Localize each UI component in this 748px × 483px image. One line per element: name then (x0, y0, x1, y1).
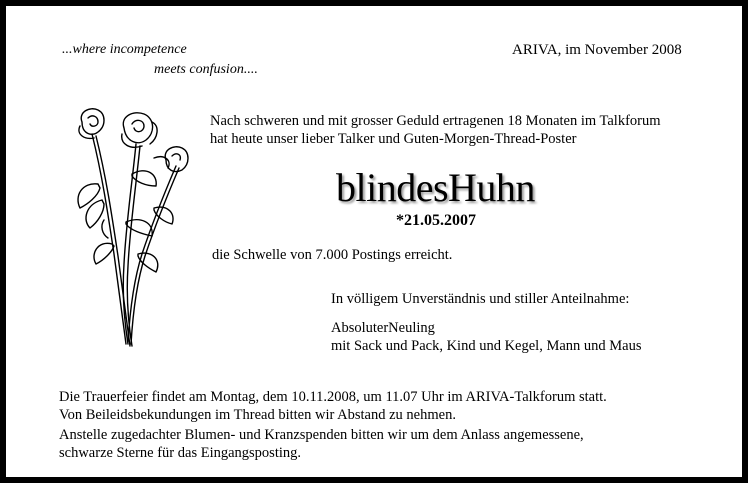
footer-line-2: Von Beileidsbekundungen im Thread bitten wir Abstand zu nehmen. (59, 407, 456, 423)
condolence-phrase: In völligem Unverständnis und stiller Anteilnahme: (331, 291, 630, 307)
dateline: ARIVA, im November 2008 (512, 42, 682, 58)
intro-line-1: Nach schweren und mit grosser Geduld ertragenen 18 Monaten im Talkforum (210, 113, 661, 129)
footer-line-1: Die Trauerfeier findet am Montag, dem 10.11.2008, um 11.07 Uhr im ARIVA-Talkforum statt. (59, 389, 607, 405)
motto-line-2: meets confusion.... (154, 62, 258, 77)
deceased-name: blindesHuhn (336, 165, 535, 210)
motto-line-1: ...where incompetence (62, 42, 187, 57)
mourner-company: mit Sack und Pack, Kind und Kegel, Mann und Maus (331, 338, 642, 354)
mourner-name: AbsoluterNeuling (331, 320, 435, 336)
intro-line-2: hat heute unser lieber Talker und Guten-Morgen-Thread-Poster (210, 131, 577, 147)
footer-line-4: schwarze Sterne für das Eingangsposting. (59, 445, 302, 461)
roses-icon (68, 104, 198, 354)
birth-date: *21.05.2007 (396, 212, 476, 229)
footer-line-3: Anstelle zugedachter Blumen- und Kranzspenden bitten wir um dem Anlass angemessene, (59, 427, 584, 443)
milestone-text: die Schwelle von 7.000 Postings erreicht. (212, 247, 453, 263)
